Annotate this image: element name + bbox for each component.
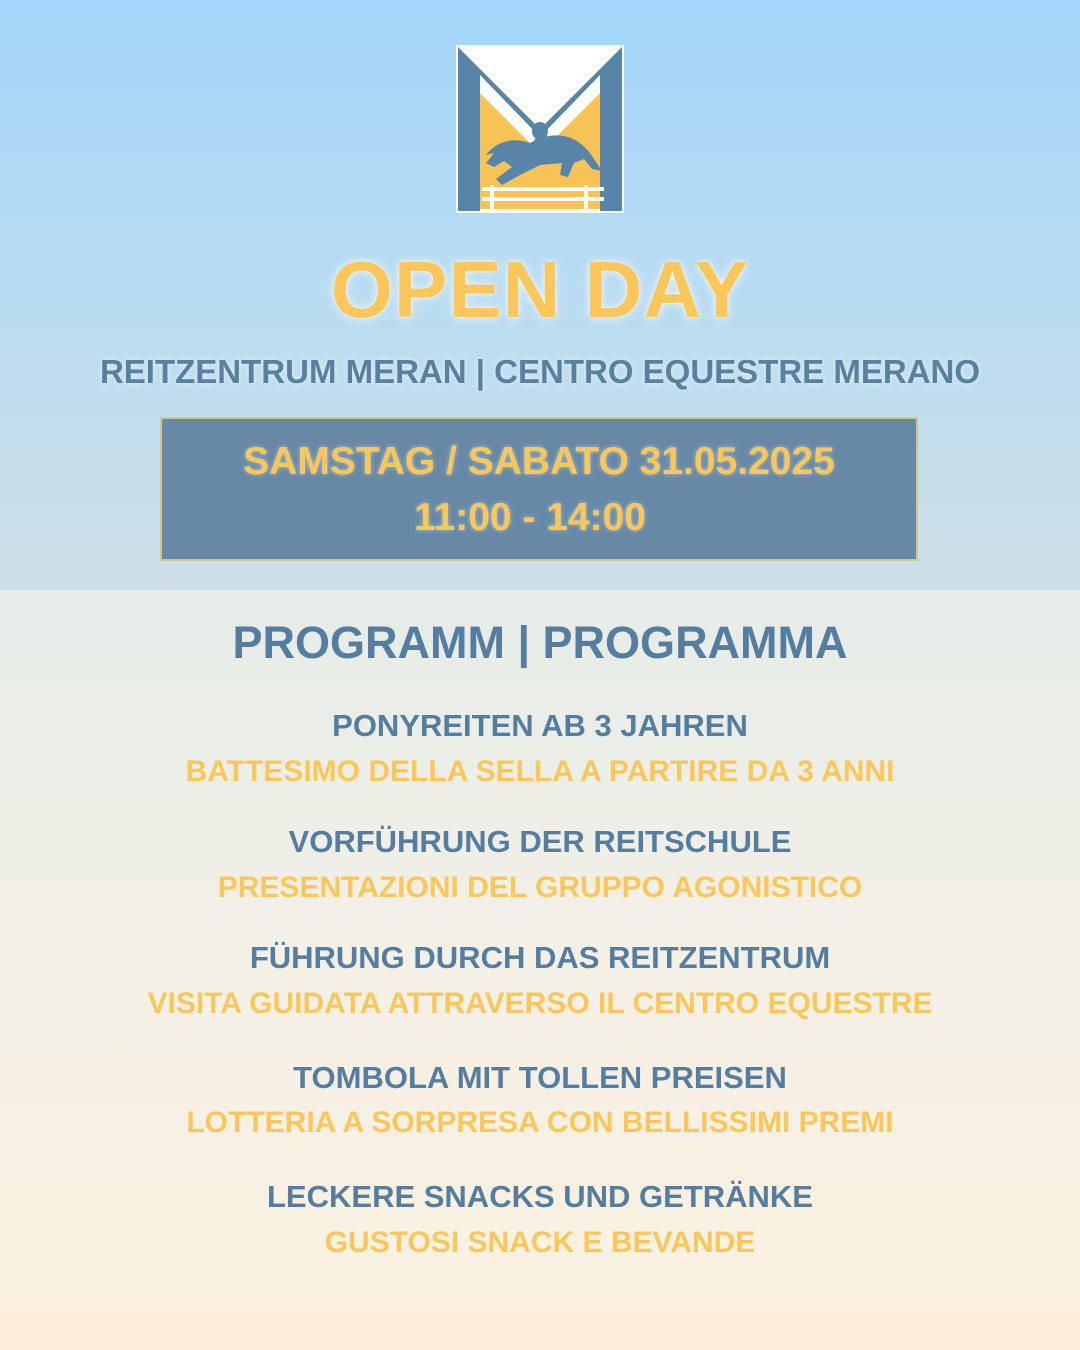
event-time: 11:00 - 14:00: [413, 496, 646, 539]
program-item-de: VORFÜHRUNG DER REITSCHULE: [288, 824, 792, 859]
footer-band: [0, 1306, 1080, 1350]
program-item-de: TOMBOLA MIT TOLLEN PREISEN: [293, 1060, 787, 1095]
program-item-it: LOTTERIA A SORPRESA CON BELLISSIMI PREMI: [186, 1106, 894, 1139]
event-title: OPEN DAY: [330, 245, 750, 334]
program-item-de: FÜHRUNG DURCH DAS REITZENTRUM: [249, 940, 831, 975]
date-time-box: [160, 417, 918, 561]
venue-subtitle: REITZENTRUM MERAN | CENTRO EQUESTRE MERANO: [99, 353, 981, 390]
program-item-it: GUSTOSI SNACK E BEVANDE: [324, 1226, 756, 1259]
program-item-it: PRESENTAZIONI DEL GRUPPO AGONISTICO: [217, 871, 863, 904]
program-item-it: BATTESIMO DELLA SELLA A PARTIRE DA 3 ANNI: [185, 755, 895, 788]
program-item-it: VISITA GUIDATA ATTRAVERSO IL CENTRO EQUESTRE: [147, 987, 933, 1020]
horse-jumper-logo-icon: [456, 45, 624, 213]
program-title: PROGRAMM | PROGRAMMA: [232, 617, 848, 668]
event-date: SAMSTAG / SABATO 31.05.2025: [243, 440, 835, 483]
program-item-de: LECKERE SNACKS UND GETRÄNKE: [267, 1179, 813, 1214]
program-item-de: PONYREITEN AB 3 JAHREN: [332, 708, 748, 743]
